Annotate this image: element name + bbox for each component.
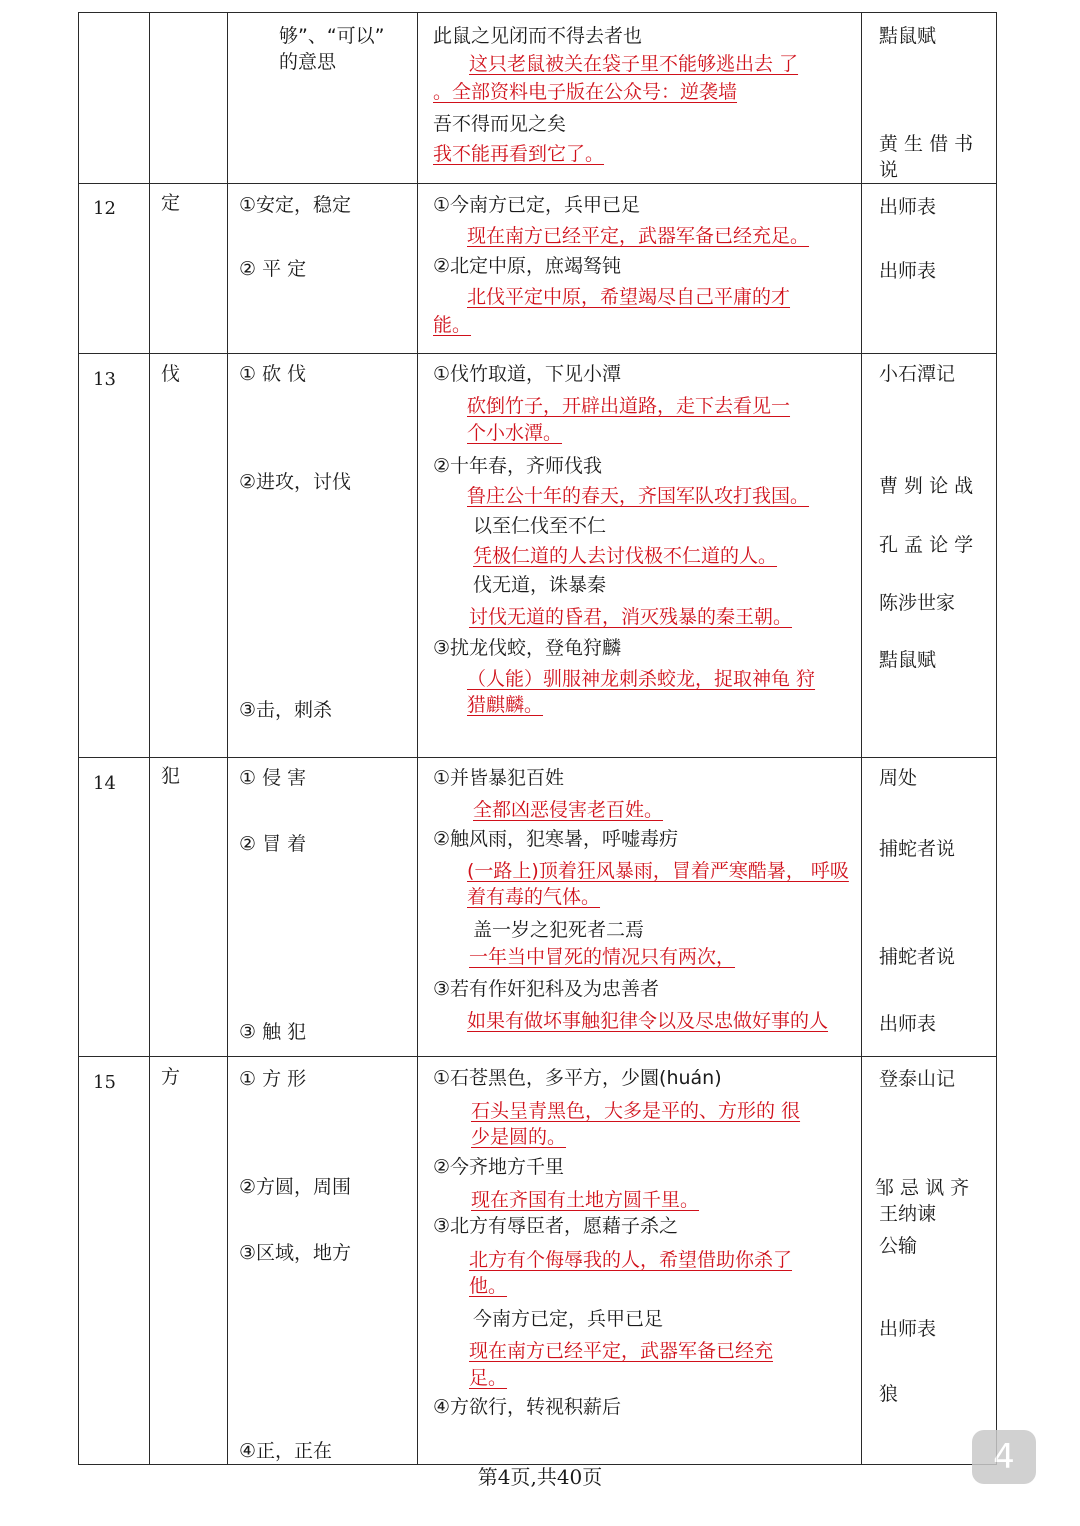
headword: 方 bbox=[161, 1066, 181, 1088]
table-row bbox=[78, 1056, 997, 1465]
source-text: 登泰山记 bbox=[879, 1068, 956, 1090]
example-translation: 凭极仁道的人去讨伐极不仁道的人。 bbox=[473, 545, 778, 567]
source-text: 出师表 bbox=[879, 260, 937, 282]
source-text: 公输 bbox=[879, 1235, 918, 1257]
example-translation: 石头呈青黑色，大多是平的、方形的 很 bbox=[471, 1100, 801, 1122]
meaning-text: ②方圆，周围 bbox=[239, 1176, 352, 1198]
source-text: 说 bbox=[879, 159, 899, 181]
example-translation: 北伐平定中原，希望竭尽自己平庸的才 bbox=[467, 286, 791, 308]
meaning-text: ① 侵 害 bbox=[239, 767, 307, 789]
example-translation: （人能）驯服神龙刺杀蛟龙，捉取神龟 狩 bbox=[467, 668, 816, 690]
example-translation: 足。 bbox=[469, 1367, 508, 1389]
example-translation: 现在南方已经平定，武器军备已经充 bbox=[469, 1340, 774, 1362]
page-footer: 第4页,共40页 bbox=[477, 1465, 603, 1489]
source-text: 捕蛇者说 bbox=[879, 946, 956, 968]
example-original: 以至仁伐至不仁 bbox=[473, 515, 607, 537]
example-original: ④方欲行，转视积薪后 bbox=[433, 1396, 622, 1418]
example-translation: 现在南方已经平定，武器军备已经充足。 bbox=[467, 225, 810, 247]
example-translation: 能。 bbox=[433, 314, 472, 336]
example-original: ③北方有辱臣者，愿藉子杀之 bbox=[433, 1215, 679, 1237]
row-number: 12 bbox=[93, 198, 116, 219]
meaning-text: ① 砍 伐 bbox=[239, 363, 307, 385]
source-text: 出师表 bbox=[879, 1013, 937, 1035]
source-text: 王纳谏 bbox=[879, 1203, 937, 1225]
example-translation: (一路上)顶着狂风暴雨，冒着严寒酷暑， 呼吸 bbox=[467, 860, 849, 882]
example-original: ②触风雨，犯寒暑，呼嘘毒疠 bbox=[433, 828, 679, 850]
row-number: 15 bbox=[93, 1072, 116, 1093]
example-translation: 我不能再看到它了。 bbox=[433, 143, 605, 165]
example-translation: 全都凶恶侵害老百姓。 bbox=[473, 799, 664, 821]
source-text: 狼 bbox=[879, 1383, 899, 1405]
example-original: ①石苍黑色，多平方，少圜(huán) bbox=[433, 1067, 722, 1089]
example-original: ②今齐地方千里 bbox=[433, 1156, 565, 1178]
example-original: 伐无道，诛暴秦 bbox=[473, 574, 607, 596]
source-text: 黄 生 借 书 bbox=[879, 133, 974, 155]
meaning-text: ③区域，地方 bbox=[239, 1242, 352, 1264]
meaning-text: ④正，正在 bbox=[239, 1440, 333, 1462]
example-translation: 少是圆的。 bbox=[471, 1126, 567, 1148]
headword: 伐 bbox=[161, 363, 181, 385]
example-translation: 现在齐国有土地方圆千里。 bbox=[471, 1189, 700, 1211]
source-text: 黠鼠赋 bbox=[879, 649, 937, 671]
example-original: 盖一岁之犯死者二焉 bbox=[473, 919, 645, 941]
meaning-text: 够”、“可以” bbox=[279, 25, 385, 47]
meaning-text: 的意思 bbox=[279, 51, 337, 73]
example-original: 今南方已定，兵甲已足 bbox=[473, 1308, 664, 1330]
example-original: ③扰龙伐蛟，登龟狩麟 bbox=[433, 637, 622, 659]
example-translation: 个小水潭。 bbox=[467, 422, 563, 444]
example-original: ②北定中原，庶竭驽钝 bbox=[433, 255, 622, 277]
meaning-text: ②进攻，讨伐 bbox=[239, 471, 352, 493]
meaning-text: ② 平 定 bbox=[239, 258, 307, 280]
source-text: 邹 忌 讽 齐 bbox=[875, 1177, 970, 1199]
example-translation: 猎麒麟。 bbox=[467, 694, 544, 716]
example-translation: 北方有个侮辱我的人，希望借助你杀了 bbox=[469, 1249, 793, 1271]
example-original: ①并皆暴犯百姓 bbox=[433, 767, 565, 789]
example-original: 吾不得而见之矣 bbox=[433, 113, 567, 135]
table-row bbox=[78, 353, 997, 758]
example-original: ②十年春，齐师伐我 bbox=[433, 455, 603, 477]
example-translation: 一年当中冒死的情况只有两次， bbox=[469, 946, 736, 968]
table-row bbox=[78, 757, 997, 1057]
source-text: 小石潭记 bbox=[879, 363, 956, 385]
source-text: 曹 刿 论 战 bbox=[879, 475, 974, 497]
example-original: 此鼠之见闭而不得去者也 bbox=[433, 25, 643, 47]
source-text: 陈涉世家 bbox=[879, 592, 956, 614]
page-number-badge[interactable]: 4 bbox=[972, 1430, 1036, 1484]
meaning-text: ①安定，稳定 bbox=[239, 194, 352, 216]
source-text: 出师表 bbox=[879, 196, 937, 218]
example-original: ①伐竹取道，下见小潭 bbox=[433, 363, 622, 385]
example-original: ①今南方已定，兵甲已足 bbox=[433, 194, 641, 216]
source-text: 黠鼠赋 bbox=[879, 25, 937, 47]
example-translation: 他。 bbox=[469, 1275, 508, 1297]
source-text: 周处 bbox=[879, 767, 918, 789]
source-text: 孔 孟 论 学 bbox=[879, 534, 974, 556]
example-translation: 砍倒竹子，开辟出道路，走下去看见一 bbox=[467, 395, 791, 417]
example-translation: 如果有做坏事触犯律令以及尽忠做好事的人 bbox=[467, 1010, 829, 1032]
meaning-text: ③击，刺杀 bbox=[239, 699, 333, 721]
example-translation: 着有毒的气体。 bbox=[467, 886, 601, 908]
meaning-text: ① 方 形 bbox=[239, 1068, 307, 1090]
row-number: 14 bbox=[93, 773, 116, 794]
example-original: ③若有作奸犯科及为忠善者 bbox=[433, 978, 660, 1000]
example-translation: 这只老鼠被关在袋子里不能够逃出去 了 bbox=[469, 53, 799, 75]
row-number: 13 bbox=[93, 369, 116, 390]
source-text: 捕蛇者说 bbox=[879, 838, 956, 860]
example-translation: 。全部资料电子版在公众号：逆袭墙 bbox=[433, 81, 738, 103]
headword: 犯 bbox=[161, 765, 181, 787]
example-translation: 讨伐无道的昏君，消灭残暴的秦王朝。 bbox=[469, 606, 793, 628]
source-text: 出师表 bbox=[879, 1318, 937, 1340]
meaning-text: ③ 触 犯 bbox=[239, 1021, 307, 1043]
example-translation: 鲁庄公十年的春天，齐国军队攻打我国。 bbox=[467, 485, 810, 507]
meaning-text: ② 冒 着 bbox=[239, 833, 307, 855]
table-row bbox=[78, 12, 997, 184]
headword: 定 bbox=[161, 192, 181, 214]
table-row bbox=[78, 182, 997, 354]
